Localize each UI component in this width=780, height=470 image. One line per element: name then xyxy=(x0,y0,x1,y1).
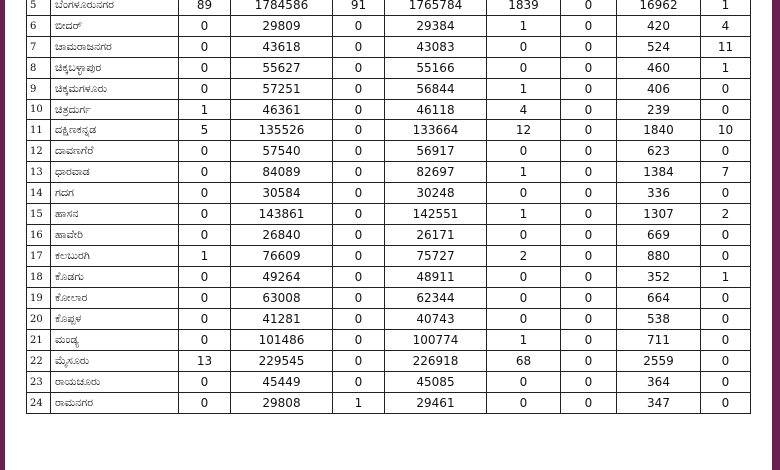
district-cell: ದಾವಣಗೆರೆ xyxy=(51,141,179,162)
value-cell: 26840 xyxy=(231,225,333,246)
value-cell: 2559 xyxy=(617,351,701,372)
value-cell: 1839 xyxy=(487,0,561,16)
value-cell: 226918 xyxy=(385,351,487,372)
value-cell: 142551 xyxy=(385,204,487,225)
value-cell: 0 xyxy=(333,120,385,141)
value-cell: 143861 xyxy=(231,204,333,225)
district-cell: ಬೆಂಗಳೂರುನಗರ xyxy=(51,0,179,16)
value-cell: 0 xyxy=(179,309,231,330)
table-row xyxy=(27,100,751,120)
value-cell: 1 xyxy=(487,16,561,37)
value-cell: 68 xyxy=(487,351,561,372)
value-cell: 0 xyxy=(487,141,561,162)
value-cell: 0 xyxy=(333,225,385,246)
serial-cell: 11 xyxy=(27,120,51,141)
value-cell: 0 xyxy=(701,100,751,120)
value-cell: 0 xyxy=(561,0,617,16)
value-cell: 2 xyxy=(487,246,561,267)
value-cell: 0 xyxy=(561,225,617,246)
value-cell: 0 xyxy=(333,204,385,225)
serial-cell: 5 xyxy=(27,0,51,16)
serial-cell: 23 xyxy=(27,372,51,393)
table-row xyxy=(27,58,751,79)
value-cell: 1 xyxy=(179,100,231,120)
value-cell: 1765784 xyxy=(385,0,487,16)
value-cell: 0 xyxy=(333,267,385,288)
value-cell: 57251 xyxy=(231,79,333,100)
value-cell: 41281 xyxy=(231,309,333,330)
value-cell: 40743 xyxy=(385,309,487,330)
value-cell: 0 xyxy=(561,372,617,393)
value-cell: 1840 xyxy=(617,120,701,141)
table-row xyxy=(27,16,751,37)
table-row xyxy=(27,393,751,414)
value-cell: 0 xyxy=(701,246,751,267)
table-row xyxy=(27,204,751,225)
value-cell: 0 xyxy=(561,204,617,225)
value-cell: 623 xyxy=(617,141,701,162)
table-row xyxy=(27,309,751,330)
serial-cell: 14 xyxy=(27,183,51,204)
value-cell: 0 xyxy=(333,372,385,393)
district-cell: ಹಾವೇರಿ xyxy=(51,225,179,246)
value-cell: 100774 xyxy=(385,330,487,351)
value-cell: 0 xyxy=(561,351,617,372)
value-cell: 0 xyxy=(561,183,617,204)
value-cell: 84089 xyxy=(231,162,333,183)
value-cell: 0 xyxy=(333,351,385,372)
value-cell: 1784586 xyxy=(231,0,333,16)
value-cell: 48911 xyxy=(385,267,487,288)
value-cell: 0 xyxy=(701,141,751,162)
value-cell: 1 xyxy=(701,58,751,79)
right-border xyxy=(772,0,780,470)
value-cell: 1384 xyxy=(617,162,701,183)
value-cell: 0 xyxy=(333,309,385,330)
value-cell: 46118 xyxy=(385,100,487,120)
value-cell: 0 xyxy=(561,309,617,330)
table-row xyxy=(27,162,751,183)
value-cell: 364 xyxy=(617,372,701,393)
value-cell: 0 xyxy=(179,58,231,79)
value-cell: 43083 xyxy=(385,37,487,58)
value-cell: 460 xyxy=(617,58,701,79)
value-cell: 10 xyxy=(701,120,751,141)
value-cell: 0 xyxy=(561,330,617,351)
table-row xyxy=(27,79,751,100)
value-cell: 91 xyxy=(333,0,385,16)
serial-cell: 24 xyxy=(27,393,51,414)
value-cell: 336 xyxy=(617,183,701,204)
district-cell: ಹಾಸನ xyxy=(51,204,179,225)
value-cell: 30248 xyxy=(385,183,487,204)
value-cell: 0 xyxy=(561,162,617,183)
value-cell: 524 xyxy=(617,37,701,58)
value-cell: 0 xyxy=(179,16,231,37)
value-cell: 63008 xyxy=(231,288,333,309)
value-cell: 4 xyxy=(701,16,751,37)
value-cell: 4 xyxy=(487,100,561,120)
value-cell: 0 xyxy=(179,37,231,58)
value-cell: 1 xyxy=(487,330,561,351)
value-cell: 0 xyxy=(487,393,561,414)
value-cell: 49264 xyxy=(231,267,333,288)
serial-cell: 8 xyxy=(27,58,51,79)
value-cell: 0 xyxy=(487,37,561,58)
value-cell: 29461 xyxy=(385,393,487,414)
value-cell: 1 xyxy=(487,79,561,100)
serial-cell: 16 xyxy=(27,225,51,246)
district-cell: ಮೈಸೂರು xyxy=(51,351,179,372)
district-cell: ಕಲಬುರಗಿ xyxy=(51,246,179,267)
value-cell: 352 xyxy=(617,267,701,288)
district-cell: ಗದಗ xyxy=(51,183,179,204)
value-cell: 0 xyxy=(333,141,385,162)
value-cell: 0 xyxy=(179,372,231,393)
district-cell: ಧಾರವಾಡ xyxy=(51,162,179,183)
value-cell: 56917 xyxy=(385,141,487,162)
value-cell: 0 xyxy=(179,267,231,288)
value-cell: 0 xyxy=(333,16,385,37)
value-cell: 29809 xyxy=(231,16,333,37)
value-cell: 0 xyxy=(701,79,751,100)
serial-cell: 21 xyxy=(27,330,51,351)
table-row xyxy=(27,225,751,246)
value-cell: 5 xyxy=(179,120,231,141)
value-cell: 0 xyxy=(179,288,231,309)
value-cell: 1 xyxy=(333,393,385,414)
serial-cell: 9 xyxy=(27,79,51,100)
value-cell: 29384 xyxy=(385,16,487,37)
serial-cell: 6 xyxy=(27,16,51,37)
value-cell: 0 xyxy=(701,225,751,246)
table-body xyxy=(27,0,751,414)
table-row xyxy=(27,330,751,351)
value-cell: 0 xyxy=(561,79,617,100)
district-cell: ಚಿಕ್ಕಮಗಳೂರು xyxy=(51,79,179,100)
value-cell: 0 xyxy=(487,58,561,79)
value-cell: 0 xyxy=(701,183,751,204)
serial-cell: 12 xyxy=(27,141,51,162)
table-row xyxy=(27,351,751,372)
value-cell: 76609 xyxy=(231,246,333,267)
serial-cell: 22 xyxy=(27,351,51,372)
value-cell: 12 xyxy=(487,120,561,141)
value-cell: 0 xyxy=(561,393,617,414)
value-cell: 0 xyxy=(179,330,231,351)
value-cell: 0 xyxy=(487,183,561,204)
value-cell: 0 xyxy=(701,288,751,309)
table-row xyxy=(27,0,751,16)
value-cell: 0 xyxy=(561,267,617,288)
value-cell: 0 xyxy=(701,372,751,393)
value-cell: 43618 xyxy=(231,37,333,58)
value-cell: 45085 xyxy=(385,372,487,393)
value-cell: 89 xyxy=(179,0,231,16)
serial-cell: 13 xyxy=(27,162,51,183)
value-cell: 0 xyxy=(179,393,231,414)
value-cell: 0 xyxy=(179,225,231,246)
serial-cell: 19 xyxy=(27,288,51,309)
left-border xyxy=(0,0,5,470)
value-cell: 0 xyxy=(487,372,561,393)
value-cell: 56844 xyxy=(385,79,487,100)
table-row xyxy=(27,37,751,58)
value-cell: 420 xyxy=(617,16,701,37)
district-cell: ಬೀದರ್ xyxy=(51,16,179,37)
value-cell: 0 xyxy=(561,58,617,79)
value-cell: 0 xyxy=(333,288,385,309)
district-cell: ಚಿಕ್ಕಬಳ್ಳಾಪುರ xyxy=(51,58,179,79)
value-cell: 0 xyxy=(179,204,231,225)
district-cell: ರಾಯಚೂರು xyxy=(51,372,179,393)
serial-cell: 15 xyxy=(27,204,51,225)
value-cell: 1307 xyxy=(617,204,701,225)
value-cell: 0 xyxy=(487,267,561,288)
district-cell: ರಾಮನಗರ xyxy=(51,393,179,414)
district-cell: ಚಾಮರಾಜನಗರ xyxy=(51,37,179,58)
value-cell: 0 xyxy=(333,246,385,267)
value-cell: 7 xyxy=(701,162,751,183)
value-cell: 0 xyxy=(487,225,561,246)
table-row xyxy=(27,246,751,267)
table-row xyxy=(27,267,751,288)
serial-cell: 7 xyxy=(27,37,51,58)
value-cell: 57540 xyxy=(231,141,333,162)
value-cell: 0 xyxy=(561,120,617,141)
value-cell: 0 xyxy=(333,79,385,100)
value-cell: 46361 xyxy=(231,100,333,120)
value-cell: 16962 xyxy=(617,0,701,16)
value-cell: 1 xyxy=(487,204,561,225)
value-cell: 239 xyxy=(617,100,701,120)
district-table xyxy=(26,0,751,414)
value-cell: 55627 xyxy=(231,58,333,79)
value-cell: 1 xyxy=(701,267,751,288)
district-cell: ಕೊಪ್ಪಳ xyxy=(51,309,179,330)
value-cell: 1 xyxy=(701,0,751,16)
serial-cell: 18 xyxy=(27,267,51,288)
table-row xyxy=(27,372,751,393)
value-cell: 880 xyxy=(617,246,701,267)
value-cell: 669 xyxy=(617,225,701,246)
value-cell: 133664 xyxy=(385,120,487,141)
serial-cell: 10 xyxy=(27,100,51,120)
value-cell: 0 xyxy=(561,246,617,267)
value-cell: 0 xyxy=(561,37,617,58)
value-cell: 0 xyxy=(333,330,385,351)
value-cell: 26171 xyxy=(385,225,487,246)
value-cell: 711 xyxy=(617,330,701,351)
value-cell: 0 xyxy=(701,309,751,330)
value-cell: 0 xyxy=(701,330,751,351)
value-cell: 0 xyxy=(701,351,751,372)
serial-cell: 20 xyxy=(27,309,51,330)
value-cell: 0 xyxy=(179,79,231,100)
value-cell: 135526 xyxy=(231,120,333,141)
district-cell: ಮಂಡ್ಯ xyxy=(51,330,179,351)
table-row xyxy=(27,288,751,309)
value-cell: 101486 xyxy=(231,330,333,351)
value-cell: 1 xyxy=(179,246,231,267)
value-cell: 0 xyxy=(333,183,385,204)
table-row xyxy=(27,120,751,141)
value-cell: 0 xyxy=(179,162,231,183)
value-cell: 75727 xyxy=(385,246,487,267)
value-cell: 0 xyxy=(487,309,561,330)
value-cell: 29808 xyxy=(231,393,333,414)
value-cell: 0 xyxy=(333,37,385,58)
value-cell: 30584 xyxy=(231,183,333,204)
value-cell: 0 xyxy=(333,58,385,79)
value-cell: 82697 xyxy=(385,162,487,183)
value-cell: 1 xyxy=(487,162,561,183)
district-cell: ಕೋಲಾರ xyxy=(51,288,179,309)
value-cell: 538 xyxy=(617,309,701,330)
value-cell: 347 xyxy=(617,393,701,414)
value-cell: 0 xyxy=(561,100,617,120)
value-cell: 0 xyxy=(561,288,617,309)
table-row xyxy=(27,183,751,204)
value-cell: 0 xyxy=(561,141,617,162)
district-cell: ದಕ್ಷಿಣಕನ್ನಡ xyxy=(51,120,179,141)
value-cell: 664 xyxy=(617,288,701,309)
value-cell: 55166 xyxy=(385,58,487,79)
value-cell: 0 xyxy=(179,183,231,204)
value-cell: 45449 xyxy=(231,372,333,393)
value-cell: 0 xyxy=(179,141,231,162)
value-cell: 13 xyxy=(179,351,231,372)
value-cell: 0 xyxy=(561,16,617,37)
value-cell: 229545 xyxy=(231,351,333,372)
serial-cell: 17 xyxy=(27,246,51,267)
district-cell: ಕೊಡಗು xyxy=(51,267,179,288)
value-cell: 2 xyxy=(701,204,751,225)
value-cell: 0 xyxy=(701,393,751,414)
table-row xyxy=(27,141,751,162)
value-cell: 0 xyxy=(487,288,561,309)
value-cell: 62344 xyxy=(385,288,487,309)
value-cell: 0 xyxy=(333,100,385,120)
value-cell: 11 xyxy=(701,37,751,58)
value-cell: 406 xyxy=(617,79,701,100)
district-cell: ಚಿತ್ರದುರ್ಗ xyxy=(51,100,179,120)
value-cell: 0 xyxy=(333,162,385,183)
